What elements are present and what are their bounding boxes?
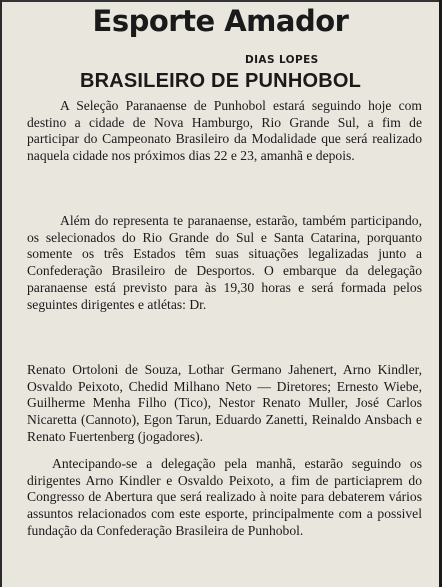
top-rule <box>2 0 439 2</box>
section-title: Esporte Amador <box>92 4 349 38</box>
paragraph-3: Renato Ortoloni de Souza, Lothar Germano Jahenert, Arno Kindler, Osvaldo Peixoto, Chedid Milhano Neto — Diretores; Ernesto Wiebe, Guilherme Menha Filho (Tico), Nestor Renato Muller, José Carlos Nicaretta (Cannoto), Egon Tarun, Eduardo Zanetti, Reinaldo Ansbach e Renato Fuertenberg (jogadores). <box>27 362 422 444</box>
paragraph-1: A Seleção Paranaense de Punhobol estará seguindo hoje com destino a cidade de Nova Hamburgo, Rio Grande Sul, a fim de participar do Campeonato Brasileiro da Modalidade que será realizado naquela cidade nos próximos dias 22 e 23, amanhã e depois. <box>27 98 422 164</box>
paragraph-4: Antecipando-se a delegação pela manhã, estarão seguindo os dirigentes Arno Kindler e Osvaldo Peixoto, a fim de particiaprem do Congresso de Abertura que será realizado à noite para debaterem vários assuntos relacionados com este esporte, principalmente com a possivel fundação da Confederação Brasileira de Punhobol. <box>27 456 422 538</box>
paragraph-2: Além do representa te paranaense, estarão, também participando, os selecionados do Rio Grande do Sul e Santa Catarina, porquanto somente os três Estados têm suas situações legalizadas junto a Confederação Brasileiro de Desportos. O embarque da delegação paranaense está previsto para às 19,30 horas e será formada pelos seguintes dirigentes e atlétas: Dr. <box>27 213 422 312</box>
byline: DIAS LOPES <box>245 54 319 66</box>
headline: BRASILEIRO DE PUNHOBOL <box>79 70 362 92</box>
